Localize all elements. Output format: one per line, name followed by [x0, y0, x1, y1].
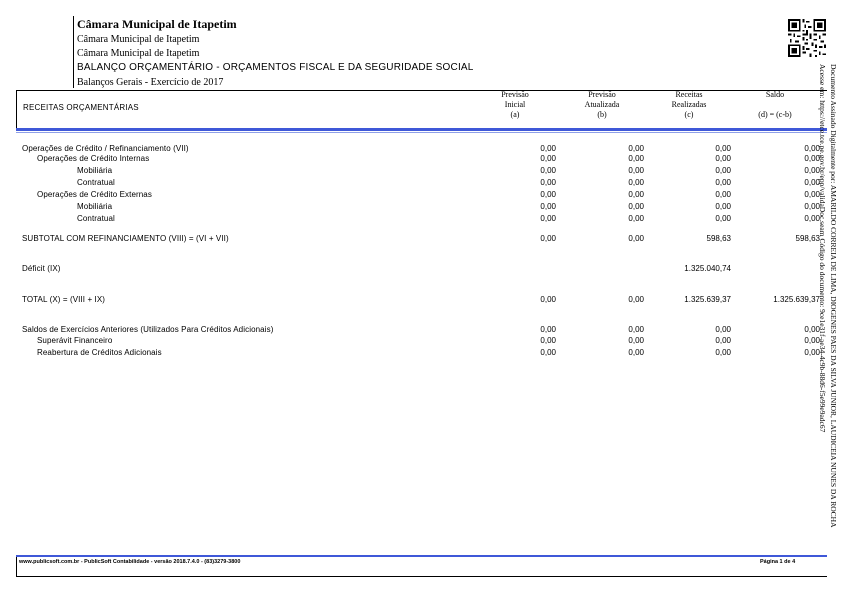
- cell-c: 0,00: [715, 325, 731, 334]
- cell-b: 0,00: [628, 214, 644, 223]
- column-header-line: Saldo: [765, 90, 785, 99]
- table-row: [0, 202, 842, 214]
- cell-d: 598,63: [795, 234, 820, 243]
- cell-a: 0,00: [540, 166, 556, 175]
- entity-title: Câmara Municipal de Itapetim: [77, 17, 237, 31]
- cell-a: 0,00: [540, 234, 556, 243]
- cell-b: 0,00: [628, 348, 644, 357]
- cell-c: 0,00: [715, 178, 731, 187]
- cell-b: 0,00: [628, 190, 644, 199]
- cell-c: 0,00: [715, 202, 731, 211]
- table-row: [0, 348, 842, 360]
- cell-b: 0,00: [628, 295, 644, 304]
- cell-c: 0,00: [715, 144, 731, 153]
- row-label: Operações de Crédito Internas: [37, 154, 150, 163]
- column-header-saldo: [741, 90, 809, 120]
- column-header-line: (d) = (c-b): [758, 110, 792, 119]
- row-label: Superávit Financeiro: [37, 336, 113, 345]
- column-header-line: (b): [597, 110, 607, 119]
- cell-a: 0,00: [540, 154, 556, 163]
- cell-a: 0,00: [540, 190, 556, 199]
- cell-d: 0,00: [804, 154, 820, 163]
- header-divider-thin: [16, 132, 827, 133]
- row-label: TOTAL (X) = (VIII + IX): [22, 295, 106, 304]
- cell-c: 0,00: [715, 348, 731, 357]
- cell-b: 0,00: [628, 234, 644, 243]
- row-label: SUBTOTAL COM REFINANCIAMENTO (VIII) = (VI + VII): [22, 234, 229, 243]
- row-label: Operações de Crédito / Refinanciamento (VII): [22, 144, 189, 153]
- cell-a: 0,00: [540, 214, 556, 223]
- qr-code-icon: [788, 19, 826, 57]
- table-row: [0, 336, 842, 348]
- column-header-previsao-atualizada: [567, 90, 637, 120]
- row-label: Reabertura de Créditos Adicionais: [37, 348, 162, 357]
- row-label: Mobiliária: [77, 166, 113, 175]
- digital-signature-note: Documento Assinado Digitalmente por: AMARILDO CORREIA DE LIMA, DIOGENES PAES DA SILVA JUNIOR, LAUDICEIA NUNES DA ROCHA: [829, 64, 838, 528]
- row-label: Saldos de Exercícios Anteriores (Utilizados Para Créditos Adicionais): [22, 325, 274, 334]
- footer-software-info: www.publicsoft.com.br - PublicSoft Contabilidade - versão 2018.7.4.0 - (83)3279-3800: [19, 559, 241, 565]
- column-header-line: Receitas: [675, 90, 703, 99]
- cell-b: 0,00: [628, 325, 644, 334]
- cell-d: 0,00: [804, 144, 820, 153]
- table-row: [0, 214, 842, 226]
- row-label: Contratual: [77, 178, 115, 187]
- table-row: [0, 264, 842, 276]
- table-row: [0, 234, 842, 246]
- cell-d: 0,00: [804, 336, 820, 345]
- cell-c: 0,00: [715, 166, 731, 175]
- cell-c: 0,00: [715, 190, 731, 199]
- cell-b: 0,00: [628, 144, 644, 153]
- cell-a: 0,00: [540, 336, 556, 345]
- cell-b: 0,00: [628, 166, 644, 175]
- column-header-line: (a): [510, 110, 520, 119]
- column-title: RECEITAS ORÇAMENTÁRIAS: [23, 103, 139, 112]
- cell-a: 0,00: [540, 178, 556, 187]
- report-subtitle: Balanços Gerais - Exercício de 2017: [77, 77, 224, 88]
- table-row: [0, 295, 842, 307]
- cell-c: 0,00: [715, 214, 731, 223]
- cell-d: 0,00: [804, 178, 820, 187]
- cell-d: 0,00: [804, 166, 820, 175]
- table-row: [0, 166, 842, 178]
- cell-d: 0,00: [804, 214, 820, 223]
- cell-a: 0,00: [540, 325, 556, 334]
- cell-c: 0,00: [715, 154, 731, 163]
- validation-note: Acesse em: https://etce.tce.pe.gov.br/epp/validaDoc.seam Código do documento: 9ce1e31f-ae34-4c9b-88d6-f5e99e9adc67: [818, 64, 827, 433]
- table-row: [0, 178, 842, 190]
- column-header-line: (c): [684, 110, 694, 119]
- cell-d: 0,00: [804, 190, 820, 199]
- cell-a: 0,00: [540, 202, 556, 211]
- cell-b: 0,00: [628, 154, 644, 163]
- page-number: Página 1 de 4: [760, 559, 796, 565]
- cell-a: 0,00: [540, 295, 556, 304]
- column-header-line: Atualizada: [584, 100, 620, 109]
- entity-line-2: Câmara Municipal de Itapetim: [77, 48, 200, 59]
- cell-d: 1.325.639,37: [773, 295, 820, 304]
- row-label: Mobiliária: [77, 202, 113, 211]
- cell-b: 0,00: [628, 202, 644, 211]
- cell-b: 0,00: [628, 336, 644, 345]
- row-label: Contratual: [77, 214, 115, 223]
- column-header-receitas-realizadas: [654, 90, 724, 120]
- column-header-line: Inicial: [504, 100, 526, 109]
- cell-a: 0,00: [540, 144, 556, 153]
- column-header-line: Previsão: [501, 90, 529, 99]
- row-label: Operações de Crédito Externas: [37, 190, 152, 199]
- cell-c: 598,63: [706, 234, 731, 243]
- row-label: Déficit (IX): [22, 264, 61, 273]
- table-row: [0, 190, 842, 202]
- column-header-line: Realizadas: [671, 100, 707, 109]
- header-rule: [73, 16, 74, 88]
- cell-d: 0,00: [804, 325, 820, 334]
- report-title: BALANÇO ORÇAMENTÁRIO - ORÇAMENTOS FISCAL E DA SEGURIDADE SOCIAL: [77, 62, 474, 73]
- cell-d: 0,00: [804, 202, 820, 211]
- table-row: [0, 154, 842, 166]
- column-header-previsao-inicial: [480, 90, 550, 120]
- cell-c: 1.325.639,37: [684, 295, 731, 304]
- cell-c: 1.325.040,74: [684, 264, 731, 273]
- column-header-line: [741, 100, 809, 110]
- column-header-line: Previsão: [588, 90, 616, 99]
- cell-c: 0,00: [715, 336, 731, 345]
- cell-a: 0,00: [540, 348, 556, 357]
- cell-d: 0,00: [804, 348, 820, 357]
- header-divider: [16, 128, 827, 131]
- cell-b: 0,00: [628, 178, 644, 187]
- entity-line-1: Câmara Municipal de Itapetim: [77, 34, 200, 45]
